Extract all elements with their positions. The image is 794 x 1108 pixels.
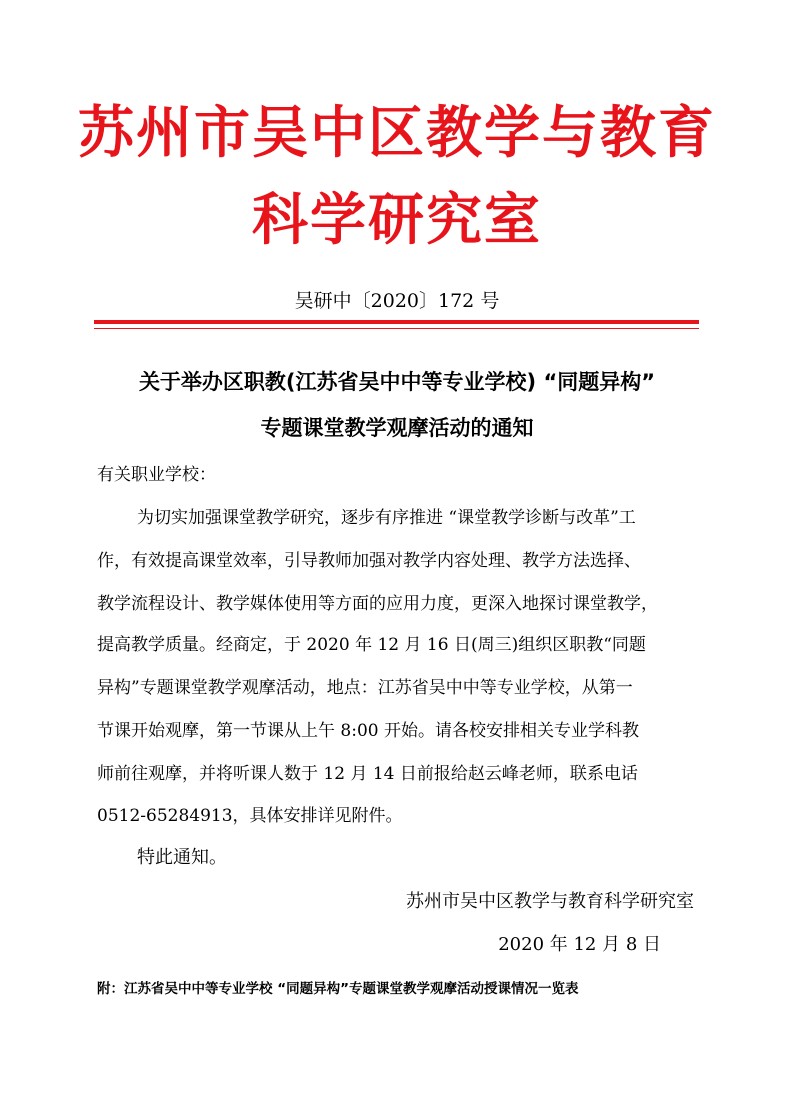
closing-remark: 特此通知。 bbox=[137, 847, 227, 868]
masthead-line-1: 苏州市吴中区教学与教育 bbox=[78, 100, 716, 166]
notice-title-line-2: 专题课堂教学观摩活动的通知 bbox=[260, 416, 534, 440]
body-line: 师前往观摩，并将听课人数于 12 月 14 日前报给赵云峰老师，联系电话 bbox=[97, 764, 638, 784]
body-line: 提高教学质量。经商定，于 2020 年 12 月 16 日(周三)组织区职教“同题 bbox=[97, 635, 646, 655]
masthead-line-2: 科学研究室 bbox=[252, 187, 542, 253]
body-line: 异构”专题课堂教学观摩活动，地点：江苏省吴中中等专业学校，从第一 bbox=[97, 678, 633, 698]
red-divider-thick bbox=[94, 320, 699, 324]
red-divider-thin bbox=[94, 328, 699, 329]
notice-title-line-1: 关于举办区职教(江苏省吴中中等专业学校) “同题异构” bbox=[138, 370, 656, 394]
attachment-note: 附：江苏省吴中中等专业学校 “同题异构”专题课堂教学观摩活动授课情况一览表 bbox=[97, 981, 579, 997]
salutation: 有关职业学校： bbox=[97, 465, 216, 485]
signature-date: 2020 年 12 月 8 日 bbox=[498, 934, 661, 955]
body-line: 作，有效提高课堂效率，引导教师加强对教学内容处理、教学方法选择、 bbox=[97, 551, 641, 571]
body-line: 0512-65284913，具体安排详见附件。 bbox=[97, 806, 403, 826]
document-number: 吴研中〔2020〕172 号 bbox=[294, 290, 500, 312]
signature-organization: 苏州市吴中区教学与教育科学研究室 bbox=[406, 891, 694, 912]
body-line: 节课开始观摩，第一节课从上午 8:00 开始。请各校安排相关专业学科教 bbox=[97, 721, 639, 741]
body-line: 教学流程设计、教学媒体使用等方面的应用力度，更深入地探讨课堂教学， bbox=[97, 594, 658, 614]
body-line: 为切实加强课堂教学研究，逐步有序推进 “课堂教学诊断与改革”工 bbox=[137, 508, 636, 528]
